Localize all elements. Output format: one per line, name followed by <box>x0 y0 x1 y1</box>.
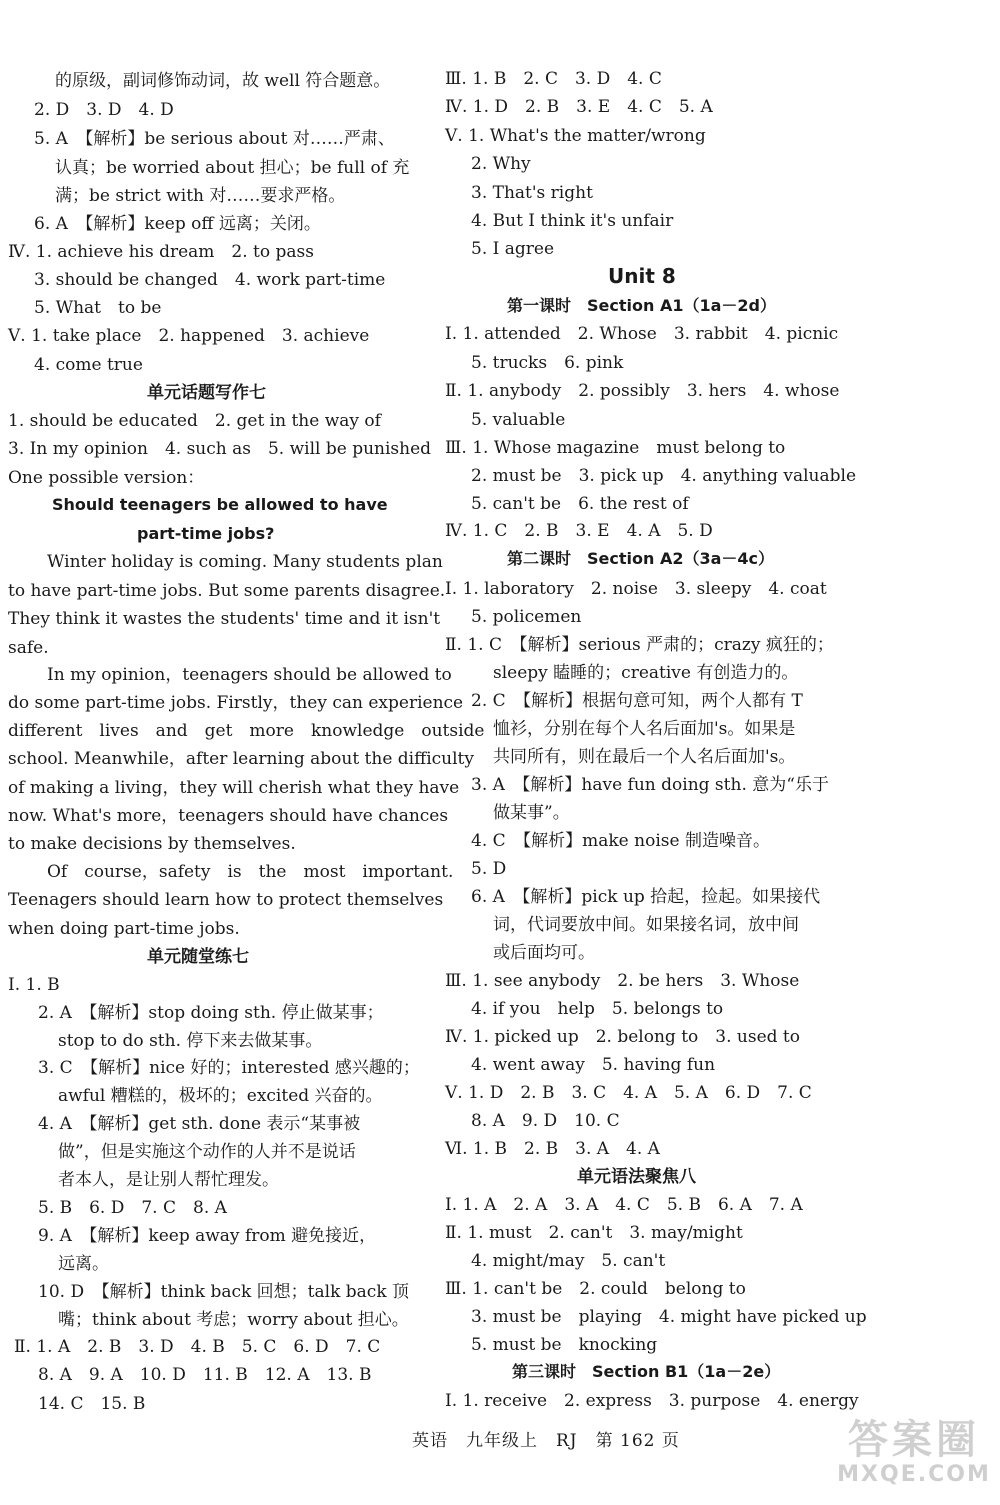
answer-line: 3. That's right <box>471 183 593 203</box>
answer-line: Ⅳ. 1. D 2. B 3. E 4. C 5. A <box>445 97 713 117</box>
answer-line: 5. valuable <box>471 410 566 430</box>
answer-line: Ⅱ. 1. C 【解析】serious 严肃的；crazy 疯狂的； <box>445 635 834 655</box>
answer-line: 4. C 【解析】make noise 制造噪音。 <box>471 831 770 851</box>
answer-line: 4. went away 5. having fun <box>471 1055 716 1075</box>
answer-line: Ⅰ. 1. laboratory 2. noise 3. sleepy 4. coat <box>445 579 827 599</box>
text-line: stop to do sth. 停下来去做某事。 <box>58 1031 323 1051</box>
answer-line: 3. must be playing 4. might have picked up <box>471 1307 867 1327</box>
answer-line: Ⅱ. 1. must 2. can't 3. may/might <box>445 1223 743 1243</box>
answer-line: Ⅳ. 1. picked up 2. belong to 3. used to <box>445 1027 800 1047</box>
answer-line: 4. A 【解析】get sth. done 表示“某事被 <box>38 1114 361 1134</box>
essay-line: Teenagers should learn how to protect themselves <box>8 890 444 910</box>
answer-line: 10. D 【解析】think back 回想；talk back 顶 <box>38 1282 410 1302</box>
answer-line: 5. trucks 6. pink <box>471 353 624 373</box>
answer-line: Ⅳ. 1. C 2. B 3. E 4. A 5. D <box>445 521 713 541</box>
page-footer: 英语 九年级上 RJ 第 162 页 <box>412 1431 680 1451</box>
answer-line: 9. A 【解析】keep away from 避免接近， <box>38 1226 377 1246</box>
watermark-logo <box>834 1417 994 1497</box>
answer-line: 5. What to be <box>34 298 162 318</box>
answer-line: 4. might/may 5. can't <box>471 1251 666 1271</box>
answer-line: Ⅲ. 1. can't be 2. could belong to <box>445 1279 746 1299</box>
answer-line: 4. come true <box>34 355 143 375</box>
answer-line: 4. But I think it's unfair <box>471 211 674 231</box>
section-heading: 单元语法聚焦八 <box>577 1167 696 1187</box>
answer-line: Ⅰ. 1. A 2. A 3. A 4. C 5. B 6. A 7. A <box>445 1195 803 1215</box>
answer-line: 2. Why <box>471 154 531 174</box>
essay-line: They think it wastes the students' time and it isn't <box>8 609 441 629</box>
essay-line: different lives and get more knowledge outside <box>8 721 485 741</box>
text-line: 满；be strict with 对……要求严格。 <box>55 186 346 206</box>
answer-line: 5. B 6. D 7. C 8. A <box>38 1198 227 1218</box>
text-line: awful 糟糕的，极坏的；excited 兴奋的。 <box>58 1086 383 1106</box>
answer-line: 5. can't be 6. the rest of <box>471 494 689 514</box>
text-line: 做”，但是实施这个动作的人并不是说话 <box>58 1142 356 1162</box>
essay-line: to make decisions by themselves. <box>8 834 296 854</box>
text-line: 远离。 <box>58 1254 109 1274</box>
essay-line: do some part-time jobs. Firstly，they can experience <box>8 693 464 713</box>
answer-line: 5. policemen <box>471 607 582 627</box>
answer-line: 3. In my opinion 4. such as 5. will be punished <box>8 439 432 459</box>
answer-line: 3. should be changed 4. work part-time <box>34 270 386 290</box>
answer-line: Ⅳ. 1. achieve his dream 2. to pass <box>8 242 314 262</box>
text-line: 嘴；think about 考虑；worry about 担心。 <box>58 1310 409 1330</box>
watermark-url: MXQE.COM <box>837 1462 991 1487</box>
answer-line: Ⅱ. 1. anybody 2. possibly 3. hers 4. whose <box>445 381 840 401</box>
section-heading: 第三课时 Section B1（1a－2e） <box>512 1362 781 1381</box>
text-line: 词，代词要放中间。如果接名词，放中间 <box>493 915 799 935</box>
answer-line: 2. D 3. D 4. D <box>34 100 174 120</box>
answer-line: 2. A 【解析】stop doing sth. 停止做某事； <box>38 1003 384 1023</box>
text-line: 认真；be worried about 担心；be full of 充 <box>55 158 410 178</box>
text-line: 者本人，是让别人帮忙理发。 <box>58 1170 279 1190</box>
answer-line: Ⅲ. 1. B 2. C 3. D 4. C <box>445 69 662 89</box>
answer-line: 4. if you help 5. belongs to <box>471 999 724 1019</box>
text-line: sleepy 瞌睡的；creative 有创造力的。 <box>493 663 799 683</box>
essay-line: when doing part-time jobs. <box>8 919 240 939</box>
essay-line: Of course，safety is the most important. <box>47 862 454 882</box>
unit-heading: Unit 8 <box>608 264 676 288</box>
text-line: 恤衫，分别在每个人名后面加's。如果是 <box>493 719 796 739</box>
essay-line: safe. <box>8 638 49 658</box>
answer-line: 6. A 【解析】pick up 拾起，捡起。如果接代 <box>471 887 821 907</box>
answer-line: Ⅰ. 1. B <box>8 975 60 995</box>
answer-line: Ⅰ. 1. receive 2. express 3. purpose 4. energy <box>445 1391 859 1411</box>
answer-line: 2. C 【解析】根据句意可知，两个人都有 T <box>471 691 803 711</box>
answer-line: 8. A 9. A 10. D 11. B 12. A 13. B <box>38 1365 372 1385</box>
text-line: 共同所有，则在最后一个人名后面加's。 <box>493 747 796 767</box>
essay-line: now. What's more，teenagers should have chances <box>8 806 449 826</box>
essay-line: Winter holiday is coming. Many students plan <box>47 552 443 572</box>
answer-line: 6. A 【解析】keep off 远离；关闭。 <box>34 214 321 234</box>
section-heading: 单元随堂练七 <box>147 947 249 967</box>
text-line: One possible version： <box>8 468 205 488</box>
section-heading: 单元话题写作七 <box>147 383 266 403</box>
text-line: 或后面均可。 <box>493 943 595 963</box>
answer-line: Ⅴ. 1. D 2. B 3. C 4. A 5. A 6. D 7. C <box>445 1083 812 1103</box>
answer-line: Ⅲ. 1. see anybody 2. be hers 3. Whose <box>445 971 800 991</box>
answer-line: 3. A 【解析】have fun doing sth. 意为“乐于 <box>471 775 829 795</box>
essay-line: of making a living，they will cherish what they have <box>8 778 460 798</box>
answer-line: 5. I agree <box>471 239 555 259</box>
answer-line: 3. C 【解析】nice 好的；interested 感兴趣的； <box>38 1058 420 1078</box>
text-line: 做某事”。 <box>493 803 570 823</box>
text-line: 的原级，副词修饰动词，故 well 符合题意。 <box>55 71 391 91</box>
answer-line: 14. C 15. B <box>38 1394 146 1414</box>
essay-line: to have part-time jobs. But some parents disagree. <box>8 581 446 601</box>
answer-line: Ⅲ. 1. Whose magazine must belong to <box>445 438 786 458</box>
answer-line: Ⅱ. 1. A 2. B 3. D 4. B 5. C 6. D 7. C <box>14 1337 381 1357</box>
answer-line: 5. A 【解析】be serious about 对……严肃、 <box>34 129 395 149</box>
answer-line: 2. must be 3. pick up 4. anything valuable <box>471 466 856 486</box>
watermark-logo-text: 答案圈 <box>848 1417 980 1463</box>
essay-title: Should teenagers be allowed to have <box>52 495 388 514</box>
answer-line: 5. D <box>471 859 507 879</box>
essay-line: school. Meanwhile，after learning about the difficulty <box>8 749 474 769</box>
answer-line: Ⅰ. 1. attended 2. Whose 3. rabbit 4. picnic <box>445 324 839 344</box>
answer-line: 5. must be knocking <box>471 1335 658 1355</box>
answer-line: Ⅴ. 1. What's the matter/wrong <box>445 126 706 146</box>
answer-line: Ⅵ. 1. B 2. B 3. A 4. A <box>445 1139 660 1159</box>
section-heading: 第一课时 Section A1（1a－2d） <box>507 296 776 315</box>
essay-title: part-time jobs? <box>137 524 275 543</box>
answer-line: 1. should be educated 2. get in the way of <box>8 411 381 431</box>
essay-line: In my opinion，teenagers should be allowed to <box>47 665 452 685</box>
section-heading: 第二课时 Section A2（3a－4c） <box>507 549 775 568</box>
answer-line: 8. A 9. D 10. C <box>471 1111 620 1131</box>
answer-line: Ⅴ. 1. take place 2. happened 3. achieve <box>8 326 370 346</box>
